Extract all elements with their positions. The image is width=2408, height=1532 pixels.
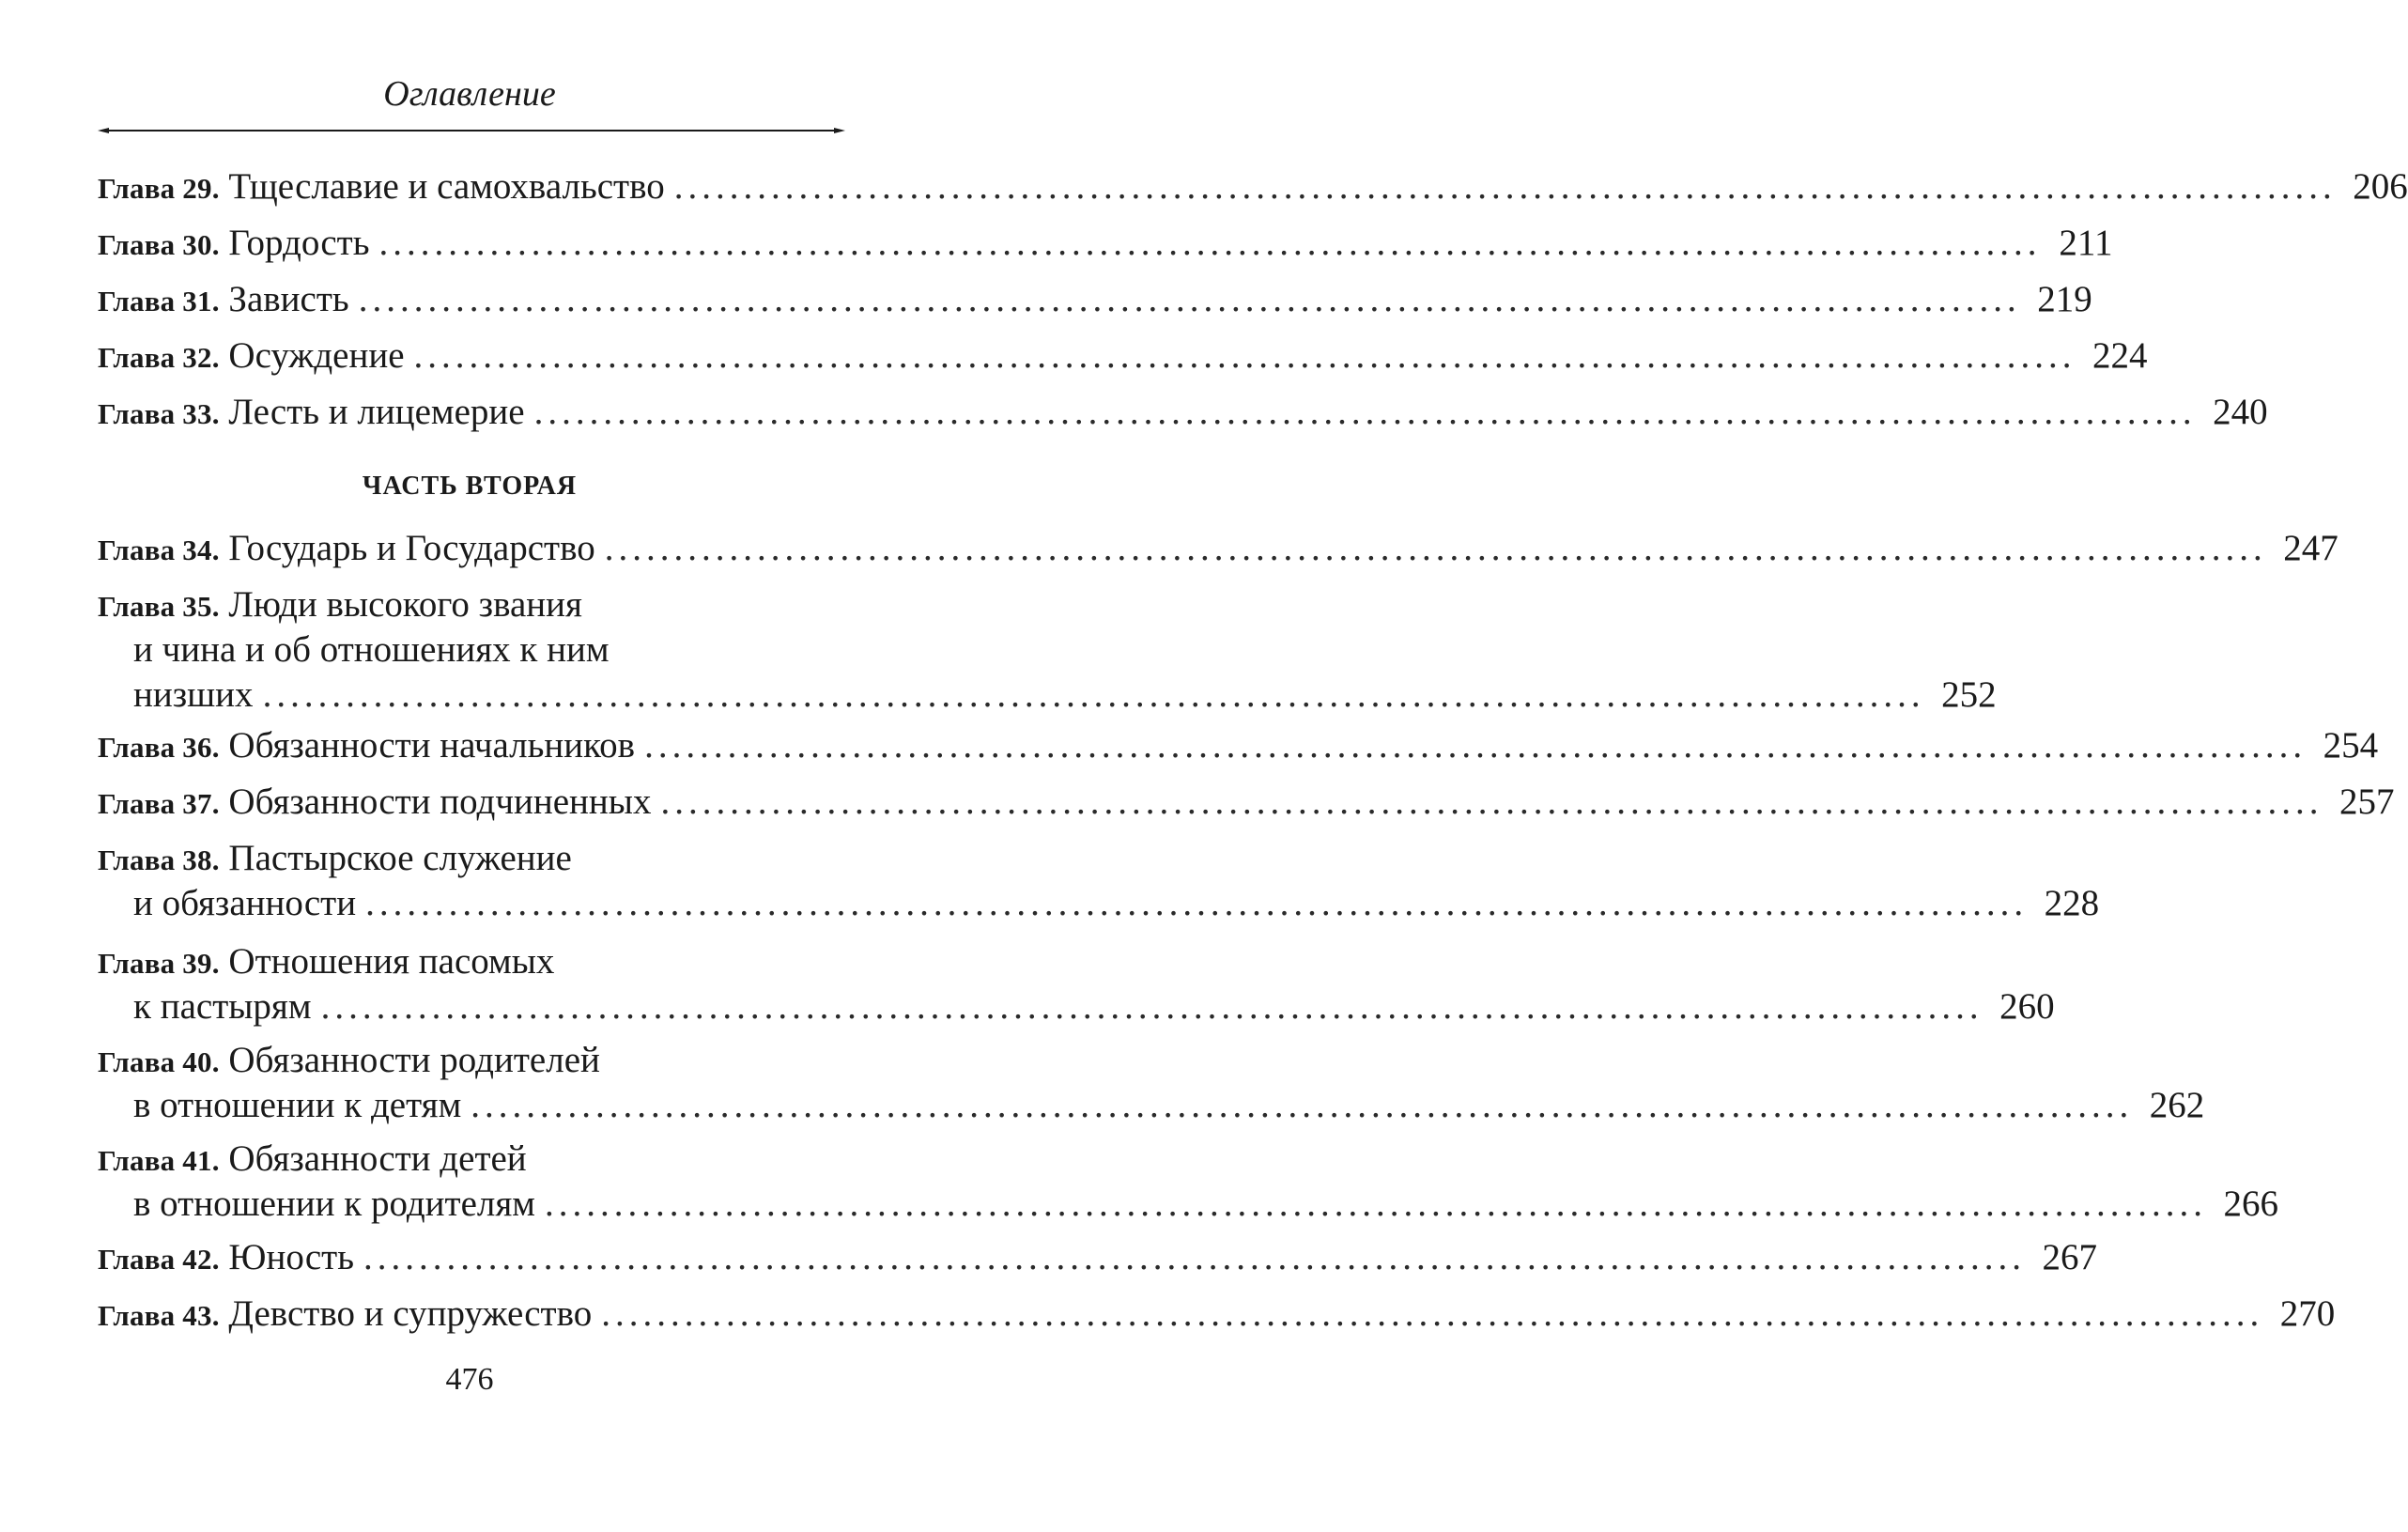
dot-leader: ........................................................................................................................ — [644, 725, 2308, 766]
toc-entry[interactable] — [98, 390, 2268, 435]
toc-entry-title: Глава 38. Пастырское служение — [98, 838, 572, 878]
chapter-number: Глава 29. — [98, 172, 220, 205]
toc-entry[interactable] — [98, 1038, 2205, 1128]
toc-entry-title: в отношении к родителям — [133, 1184, 535, 1224]
toc-entry-title: к пастырям — [133, 986, 312, 1027]
running-header: Оглавление — [383, 74, 556, 114]
chapter-number: Глава 40. — [98, 1045, 220, 1078]
toc-entry[interactable] — [98, 1235, 2097, 1280]
part-heading: ЧАСТЬ ВТОРАЯ — [362, 472, 578, 501]
dot-leader: ........................................................................................................................ — [365, 883, 2029, 923]
toc-page-number: 254 — [2323, 725, 2379, 766]
toc-entry[interactable] — [98, 780, 2395, 825]
dot-leader: ........................................................................................................................ — [363, 1237, 2026, 1277]
toc-page-number: 257 — [2339, 781, 2395, 822]
dot-leader: ........................................................................................................................ — [660, 781, 2323, 822]
toc-entry[interactable] — [98, 723, 2379, 768]
toc-page-number: 228 — [2044, 883, 2100, 923]
toc-entry-title: Глава 32. Осуждение — [98, 335, 405, 376]
chapter-number: Глава 37. — [98, 787, 220, 820]
toc-entry-title: в отношении к детям — [133, 1085, 462, 1125]
page-number: 476 — [445, 1362, 494, 1397]
dot-leader: ........................................................................................................................ — [601, 1293, 2264, 1334]
toc-entry[interactable] — [98, 836, 2100, 926]
toc-entry-title: и чина и об отношениях к ним — [133, 629, 610, 670]
header-rule — [98, 125, 845, 136]
toc-entry-title: Глава 35. Люди высокого звания — [98, 584, 582, 625]
dot-leader: ........................................................................................................................ — [262, 674, 1925, 715]
dot-leader: ........................................................................................................................ — [673, 166, 2337, 207]
chapter-number: Глава 34. — [98, 534, 220, 566]
toc-entry[interactable] — [98, 939, 2055, 1029]
toc-entry[interactable] — [98, 277, 2092, 322]
toc-entry-title: Глава 43. Девство и супружество — [98, 1293, 593, 1334]
toc-page-number: 211 — [2059, 223, 2113, 263]
chapter-number: Глава 35. — [98, 590, 220, 623]
toc-entry-title: Глава 37. Обязанности подчиненных — [98, 781, 652, 822]
chapter-number: Глава 43. — [98, 1299, 220, 1332]
toc-page-number: 247 — [2283, 528, 2339, 568]
dot-leader: ........................................................................................................................ — [533, 392, 2197, 432]
toc-entry-title: Глава 36. Обязанности начальников — [98, 725, 636, 766]
toc-page-number: 262 — [2149, 1085, 2205, 1125]
chapter-number: Глава 42. — [98, 1243, 220, 1276]
dot-leader: ........................................................................................................................ — [604, 528, 2267, 568]
toc-page-number: 240 — [2213, 392, 2268, 432]
toc-page-number: 219 — [2037, 279, 2092, 319]
toc-entry[interactable] — [98, 164, 2408, 209]
dot-leader: ........................................................................................................................ — [471, 1085, 2134, 1125]
chapter-number: Глава 36. — [98, 731, 220, 764]
toc-page-number: 267 — [2042, 1237, 2097, 1277]
dot-leader: ........................................................................................................................ — [358, 279, 2021, 319]
toc-entry-title: Глава 39. Отношения пасомых — [98, 941, 555, 982]
toc-entry[interactable] — [98, 526, 2339, 571]
chapter-number: Глава 31. — [98, 285, 220, 317]
dot-leader: ........................................................................................................................ — [378, 223, 2042, 263]
toc-entry-title: Глава 33. Лесть и лицемерие — [98, 392, 525, 432]
chapter-number: Глава 41. — [98, 1144, 220, 1177]
toc-entry[interactable] — [98, 582, 1997, 718]
toc-entry[interactable] — [98, 1137, 2278, 1227]
toc-entry-title: Глава 41. Обязанности детей — [98, 1138, 527, 1179]
toc-page-number: 260 — [1999, 986, 2055, 1027]
toc-entry-title: низших — [133, 674, 254, 715]
dot-leader: ........................................................................................................................ — [545, 1184, 2207, 1224]
toc-entry[interactable] — [98, 333, 2148, 379]
chapter-number: Глава 33. — [98, 397, 220, 430]
toc-entry-title: и обязанности — [133, 883, 357, 923]
toc-page-number: 270 — [2279, 1293, 2336, 1334]
toc-entry-title: Глава 30. Гордость — [98, 223, 370, 263]
chapter-number: Глава 30. — [98, 228, 220, 261]
toc-page-number: 206 — [2353, 166, 2408, 207]
chapter-number: Глава 39. — [98, 947, 220, 980]
toc-entry-title: Глава 42. Юность — [98, 1237, 354, 1277]
toc-page-number: 224 — [2092, 335, 2148, 376]
chapter-number: Глава 38. — [98, 843, 220, 876]
toc-entry-title: Глава 34. Государь и Государство — [98, 528, 595, 568]
dot-leader: ........................................................................................................................ — [413, 335, 2076, 376]
toc-entry[interactable] — [98, 1292, 2336, 1337]
toc-page-number: 266 — [2223, 1184, 2278, 1224]
toc-entry-title: Глава 31. Зависть — [98, 279, 349, 319]
dot-leader: ........................................................................................................................ — [320, 986, 1984, 1027]
toc-entry[interactable] — [98, 221, 2113, 266]
toc-page-number: 252 — [1941, 674, 1997, 715]
toc-entry-title: Глава 29. Тщеславие и самохвальство — [98, 166, 665, 207]
toc-entry-title: Глава 40. Обязанности родителей — [98, 1040, 600, 1080]
chapter-number: Глава 32. — [98, 341, 220, 374]
